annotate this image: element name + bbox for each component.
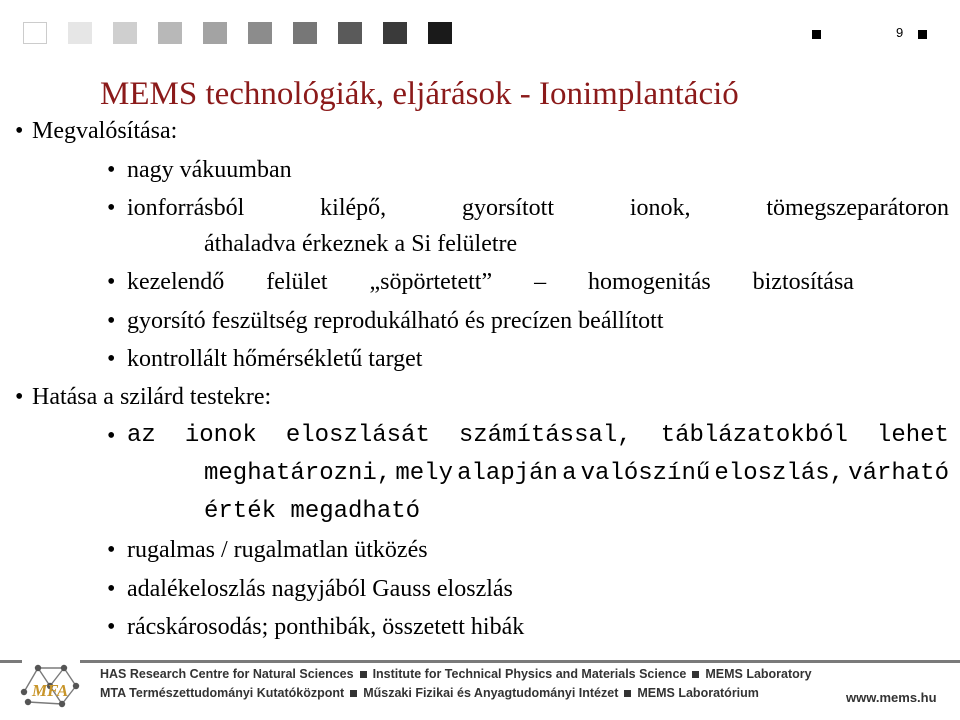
header-square bbox=[113, 22, 137, 44]
list-item-word: kilépő, bbox=[320, 195, 387, 221]
list-item-word: várható bbox=[848, 460, 949, 487]
bullet: • bbox=[107, 346, 116, 372]
footer-lab: MEMS Laboratórium bbox=[637, 686, 759, 700]
footer-institute: Műszaki Fizikai és Anyagtudományi Intézet bbox=[363, 686, 619, 700]
list-item-word: számítással, bbox=[458, 422, 632, 449]
list-item: gyorsító feszültség reprodukálható és precízen beállított bbox=[127, 308, 664, 334]
header-square bbox=[428, 22, 452, 44]
header-square bbox=[383, 22, 407, 44]
section-heading: Hatása a szilárd testekre: bbox=[32, 384, 272, 410]
bullet: • bbox=[107, 576, 116, 602]
section-heading: Megvalósítása: bbox=[32, 118, 178, 144]
footer-line-hungarian bbox=[100, 686, 759, 700]
list-item bbox=[127, 194, 949, 222]
list-item-continuation: áthaladva érkeznek a Si felületre bbox=[204, 231, 518, 257]
list-item-word: „söpörtetett” bbox=[369, 269, 493, 295]
bullet: • bbox=[107, 423, 116, 449]
list-item-word: eloszlás, bbox=[714, 460, 845, 487]
list-item-word: alapján bbox=[457, 460, 558, 487]
separator-square-icon bbox=[624, 690, 631, 697]
separator-square-icon bbox=[360, 671, 367, 678]
page-number-left-marker bbox=[812, 30, 821, 39]
list-item-word: az bbox=[127, 422, 156, 449]
list-item-word: felület bbox=[266, 269, 328, 295]
svg-text:MFA: MFA bbox=[32, 681, 69, 700]
header-square bbox=[203, 22, 227, 44]
footer-org: MTA Természettudományi Kutatóközpont bbox=[100, 686, 345, 700]
list-item-word: ionforrásból bbox=[127, 195, 245, 221]
list-item-word: homogenitás bbox=[588, 269, 711, 295]
footer-lab: MEMS Laboratory bbox=[705, 667, 812, 681]
bullet: • bbox=[107, 614, 116, 640]
page-number: 9 bbox=[896, 25, 904, 40]
footer-divider bbox=[80, 660, 960, 663]
page-number-right-marker bbox=[918, 30, 927, 39]
slide-title: MEMS technológiák, eljárások - Ionimplantáció bbox=[100, 76, 739, 112]
list-item-word: táblázatokból bbox=[660, 422, 848, 449]
list-item bbox=[127, 422, 949, 450]
list-item: rácskárosodás; ponthibák, összetett hibák bbox=[127, 614, 525, 640]
footer-org: HAS Research Centre for Natural Sciences bbox=[100, 667, 354, 681]
list-item: adalékeloszlás nagyjából Gauss eloszlás bbox=[127, 576, 513, 602]
list-item-word: mely bbox=[395, 460, 453, 487]
bullet: • bbox=[107, 195, 116, 221]
header-square bbox=[68, 22, 92, 44]
separator-square-icon bbox=[350, 690, 357, 697]
header-square bbox=[338, 22, 362, 44]
header-square bbox=[293, 22, 317, 44]
bullet: • bbox=[15, 118, 24, 144]
list-item-word: gyorsított bbox=[462, 195, 555, 221]
list-item-word: biztosítása bbox=[752, 269, 854, 295]
mfa-logo-icon bbox=[16, 656, 82, 710]
list-item: kontrollált hőmérsékletű target bbox=[127, 346, 423, 372]
bullet: • bbox=[107, 537, 116, 563]
list-item-word: – bbox=[534, 269, 547, 295]
bullet: • bbox=[107, 269, 116, 295]
separator-square-icon bbox=[692, 671, 699, 678]
footer-institute: Institute for Technical Physics and Materials Science bbox=[372, 667, 687, 681]
bullet: • bbox=[15, 384, 24, 410]
list-item-word: meghatározni, bbox=[204, 460, 392, 487]
footer-url[interactable]: www.mems.hu bbox=[846, 690, 937, 705]
header-square bbox=[248, 22, 272, 44]
list-item-word: lehet bbox=[876, 422, 949, 449]
list-item: rugalmas / rugalmatlan ütközés bbox=[127, 537, 428, 563]
list-item-continuation: érték megadható bbox=[204, 498, 421, 525]
header-square bbox=[23, 22, 47, 44]
list-item: nagy vákuumban bbox=[127, 157, 292, 183]
list-item-word: ionok, bbox=[629, 195, 691, 221]
header-square bbox=[158, 22, 182, 44]
bullet: • bbox=[107, 308, 116, 334]
list-item-word: eloszlását bbox=[285, 422, 430, 449]
footer-line-english bbox=[100, 667, 812, 681]
list-item-word: ionok bbox=[184, 422, 257, 449]
list-item-word: a bbox=[562, 460, 577, 487]
list-item-word: tömegszeparátoron bbox=[766, 195, 949, 221]
list-item-word: valószínű bbox=[580, 460, 711, 487]
list-item-word: kezelendő bbox=[127, 269, 225, 295]
bullet: • bbox=[107, 157, 116, 183]
list-item-continuation bbox=[204, 460, 949, 488]
list-item bbox=[127, 268, 854, 296]
